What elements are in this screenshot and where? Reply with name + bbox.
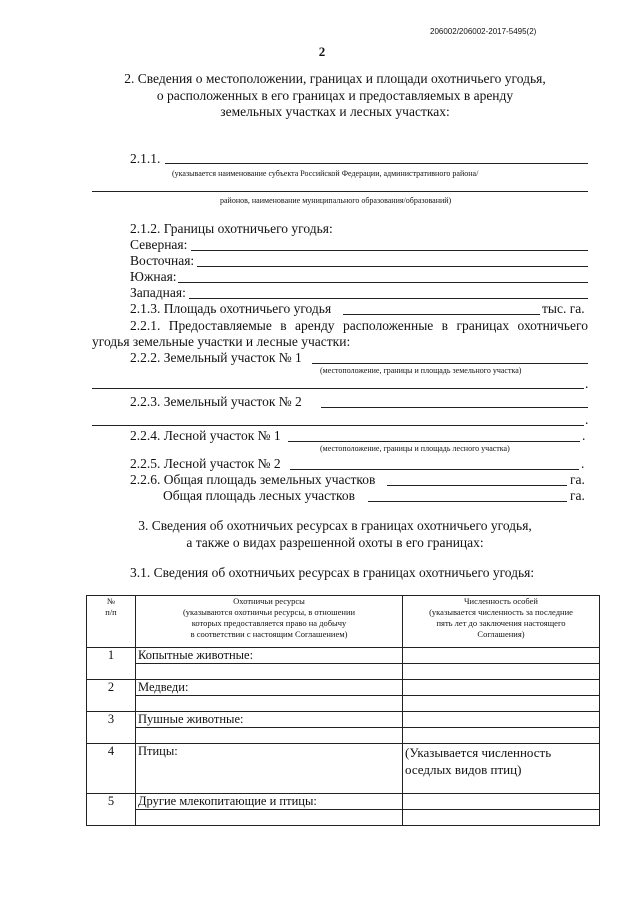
item-2-2-5-period: .: [581, 456, 585, 471]
table-row: [87, 712, 600, 728]
item-2-2-1-line-2: угодья земельные участки и лесные участки:: [92, 334, 351, 349]
item-2-2-6-unit: га.: [570, 472, 585, 487]
header-num-line-1: №: [106, 596, 116, 606]
item-2-2-5-line: [290, 469, 579, 470]
row-count: [403, 648, 600, 664]
section-3-title-line-2: а также о видах разрешенной охоты в его границах:: [186, 535, 484, 550]
item-2-2-6-forest-label: Общая площадь лесных участков: [163, 488, 355, 503]
row-num: 5: [87, 794, 136, 826]
item-2-2-2-label: 2.2.2. Земельный участок № 1: [130, 350, 302, 365]
blank-cell: [403, 696, 600, 712]
border-west-line: [189, 298, 588, 299]
border-east-label: Восточная:: [130, 253, 195, 268]
row-resource-name: Пушные животные:: [136, 712, 403, 728]
item-2-2-3-period: .: [585, 412, 589, 427]
blank-cell: [136, 696, 403, 712]
item-3-1-label: 3.1. Сведения об охотничьих ресурсах в границах охотничьего угодья:: [130, 565, 535, 580]
row-resource-name: Другие млекопитающие и птицы:: [136, 794, 403, 810]
row-resource-name: Медведи:: [136, 680, 403, 696]
page-number: 2: [318, 44, 326, 59]
row-count: [403, 680, 600, 696]
table-row: [87, 794, 600, 810]
header-count-line-2: (указывается численность за последние: [429, 607, 573, 617]
row-num: 4: [87, 744, 136, 794]
header-count-line-3: пять лет до заключения настоящего: [436, 618, 566, 628]
hunting-resources-table: [86, 595, 600, 826]
row-count: (Указывается численность оседлых видов птиц): [403, 744, 600, 794]
item-2-1-3-unit: тыс. га.: [542, 301, 585, 316]
item-2-2-4-label: 2.2.4. Лесной участок № 1: [130, 428, 281, 443]
table-header-row: [87, 596, 600, 648]
table-row-blank: [87, 810, 600, 826]
table-row-blank: [87, 728, 600, 744]
item-2-1-1-note-b: районов, наименование муниципального образования/образований): [220, 196, 452, 205]
section-2-title-line-2: о расположенных в его границах и предоставляемых в аренду: [156, 88, 514, 103]
row-num: 1: [87, 648, 136, 680]
border-north-label: Северная:: [130, 237, 188, 252]
header-resources-line-3: которых предоставляется право на добычу: [191, 618, 347, 628]
item-2-2-2-line-2: [92, 388, 584, 389]
item-2-2-3-line: [321, 407, 588, 408]
header-num: [87, 596, 136, 648]
item-2-2-6-forest-unit: га.: [570, 488, 585, 503]
item-2-1-3-line: [343, 314, 540, 315]
item-2-2-6-forest-line: [368, 501, 567, 502]
border-west-label: Западная:: [130, 285, 186, 300]
section-3-title-line-1: 3. Сведения об охотничьих ресурсах в границах охотничьего угодья,: [138, 518, 532, 533]
item-2-2-3-line-2: [92, 425, 584, 426]
row-count: [403, 712, 600, 728]
row-resource-name: Птицы:: [136, 744, 403, 794]
item-2-2-4-period: .: [582, 428, 586, 443]
header-resources-line-2: (указываются охотничьи ресурсы, в отношении: [182, 607, 356, 617]
section-2-title-line-1: 2. Сведения о местоположении, границах и площади охотничьего угодья,: [124, 71, 546, 86]
border-south-label: Южная:: [130, 269, 177, 284]
section-2-title-line-3: земельных участках и лесных участках:: [220, 104, 450, 119]
border-south-line: [178, 282, 588, 283]
item-2-1-2-label: 2.1.2. Границы охотничьего угодья:: [130, 221, 333, 236]
item-2-2-6-label: 2.2.6. Общая площадь земельных участков: [130, 472, 376, 487]
row-num: 3: [87, 712, 136, 744]
document-code: 206002/206002-2017-5495(2): [430, 27, 537, 36]
item-2-2-1-line-1: 2.2.1. Предоставляемые в аренду расположенные в границах охотничьего: [130, 318, 588, 333]
table-row-blank: [87, 696, 600, 712]
table-row: [87, 648, 600, 664]
row-resource-name: Копытные животные:: [136, 648, 403, 664]
border-north-line: [191, 250, 588, 251]
item-2-2-4-note: (местоположение, границы и площадь лесного участка): [320, 444, 510, 453]
table-row: [87, 680, 600, 696]
blank-cell: [403, 728, 600, 744]
blank-cell: [403, 664, 600, 680]
item-2-1-1-note-a: (указывается наименование субъекта Российской Федерации, административного района/: [172, 169, 479, 178]
item-2-1-1-label: 2.1.1.: [130, 151, 161, 166]
item-2-1-1-line-2: [92, 191, 588, 192]
header-num-line-2: п/п: [105, 607, 117, 617]
item-2-1-3-label: 2.1.3. Площадь охотничьего угодья: [130, 301, 332, 316]
table-row-blank: [87, 664, 600, 680]
item-2-2-2-note: (местоположение, границы и площадь земельного участка): [320, 366, 522, 375]
header-resources-line-4: в соответствии с настоящим Соглашением): [190, 629, 348, 639]
table-row: [87, 744, 600, 794]
item-2-2-2-period: .: [585, 376, 589, 391]
item-2-2-3-label: 2.2.3. Земельный участок № 2: [130, 394, 302, 409]
row-num: 2: [87, 680, 136, 712]
header-count-line-1: Численность особей: [464, 596, 538, 606]
blank-cell: [136, 810, 403, 826]
item-2-2-5-label: 2.2.5. Лесной участок № 2: [130, 456, 281, 471]
header-resources: [136, 596, 403, 648]
header-count-line-4: Соглашения): [477, 629, 525, 639]
row-count: [403, 794, 600, 810]
item-2-2-6-line: [387, 485, 567, 486]
item-2-2-2-line: [312, 363, 588, 364]
header-count: [403, 596, 600, 648]
header-resources-line-1: Охотничьи ресурсы: [233, 596, 305, 606]
blank-cell: [136, 664, 403, 680]
blank-cell: [403, 810, 600, 826]
item-2-2-4-line: [288, 441, 580, 442]
blank-cell: [136, 728, 403, 744]
border-east-line: [197, 266, 588, 267]
item-2-1-1-line: [165, 163, 588, 164]
